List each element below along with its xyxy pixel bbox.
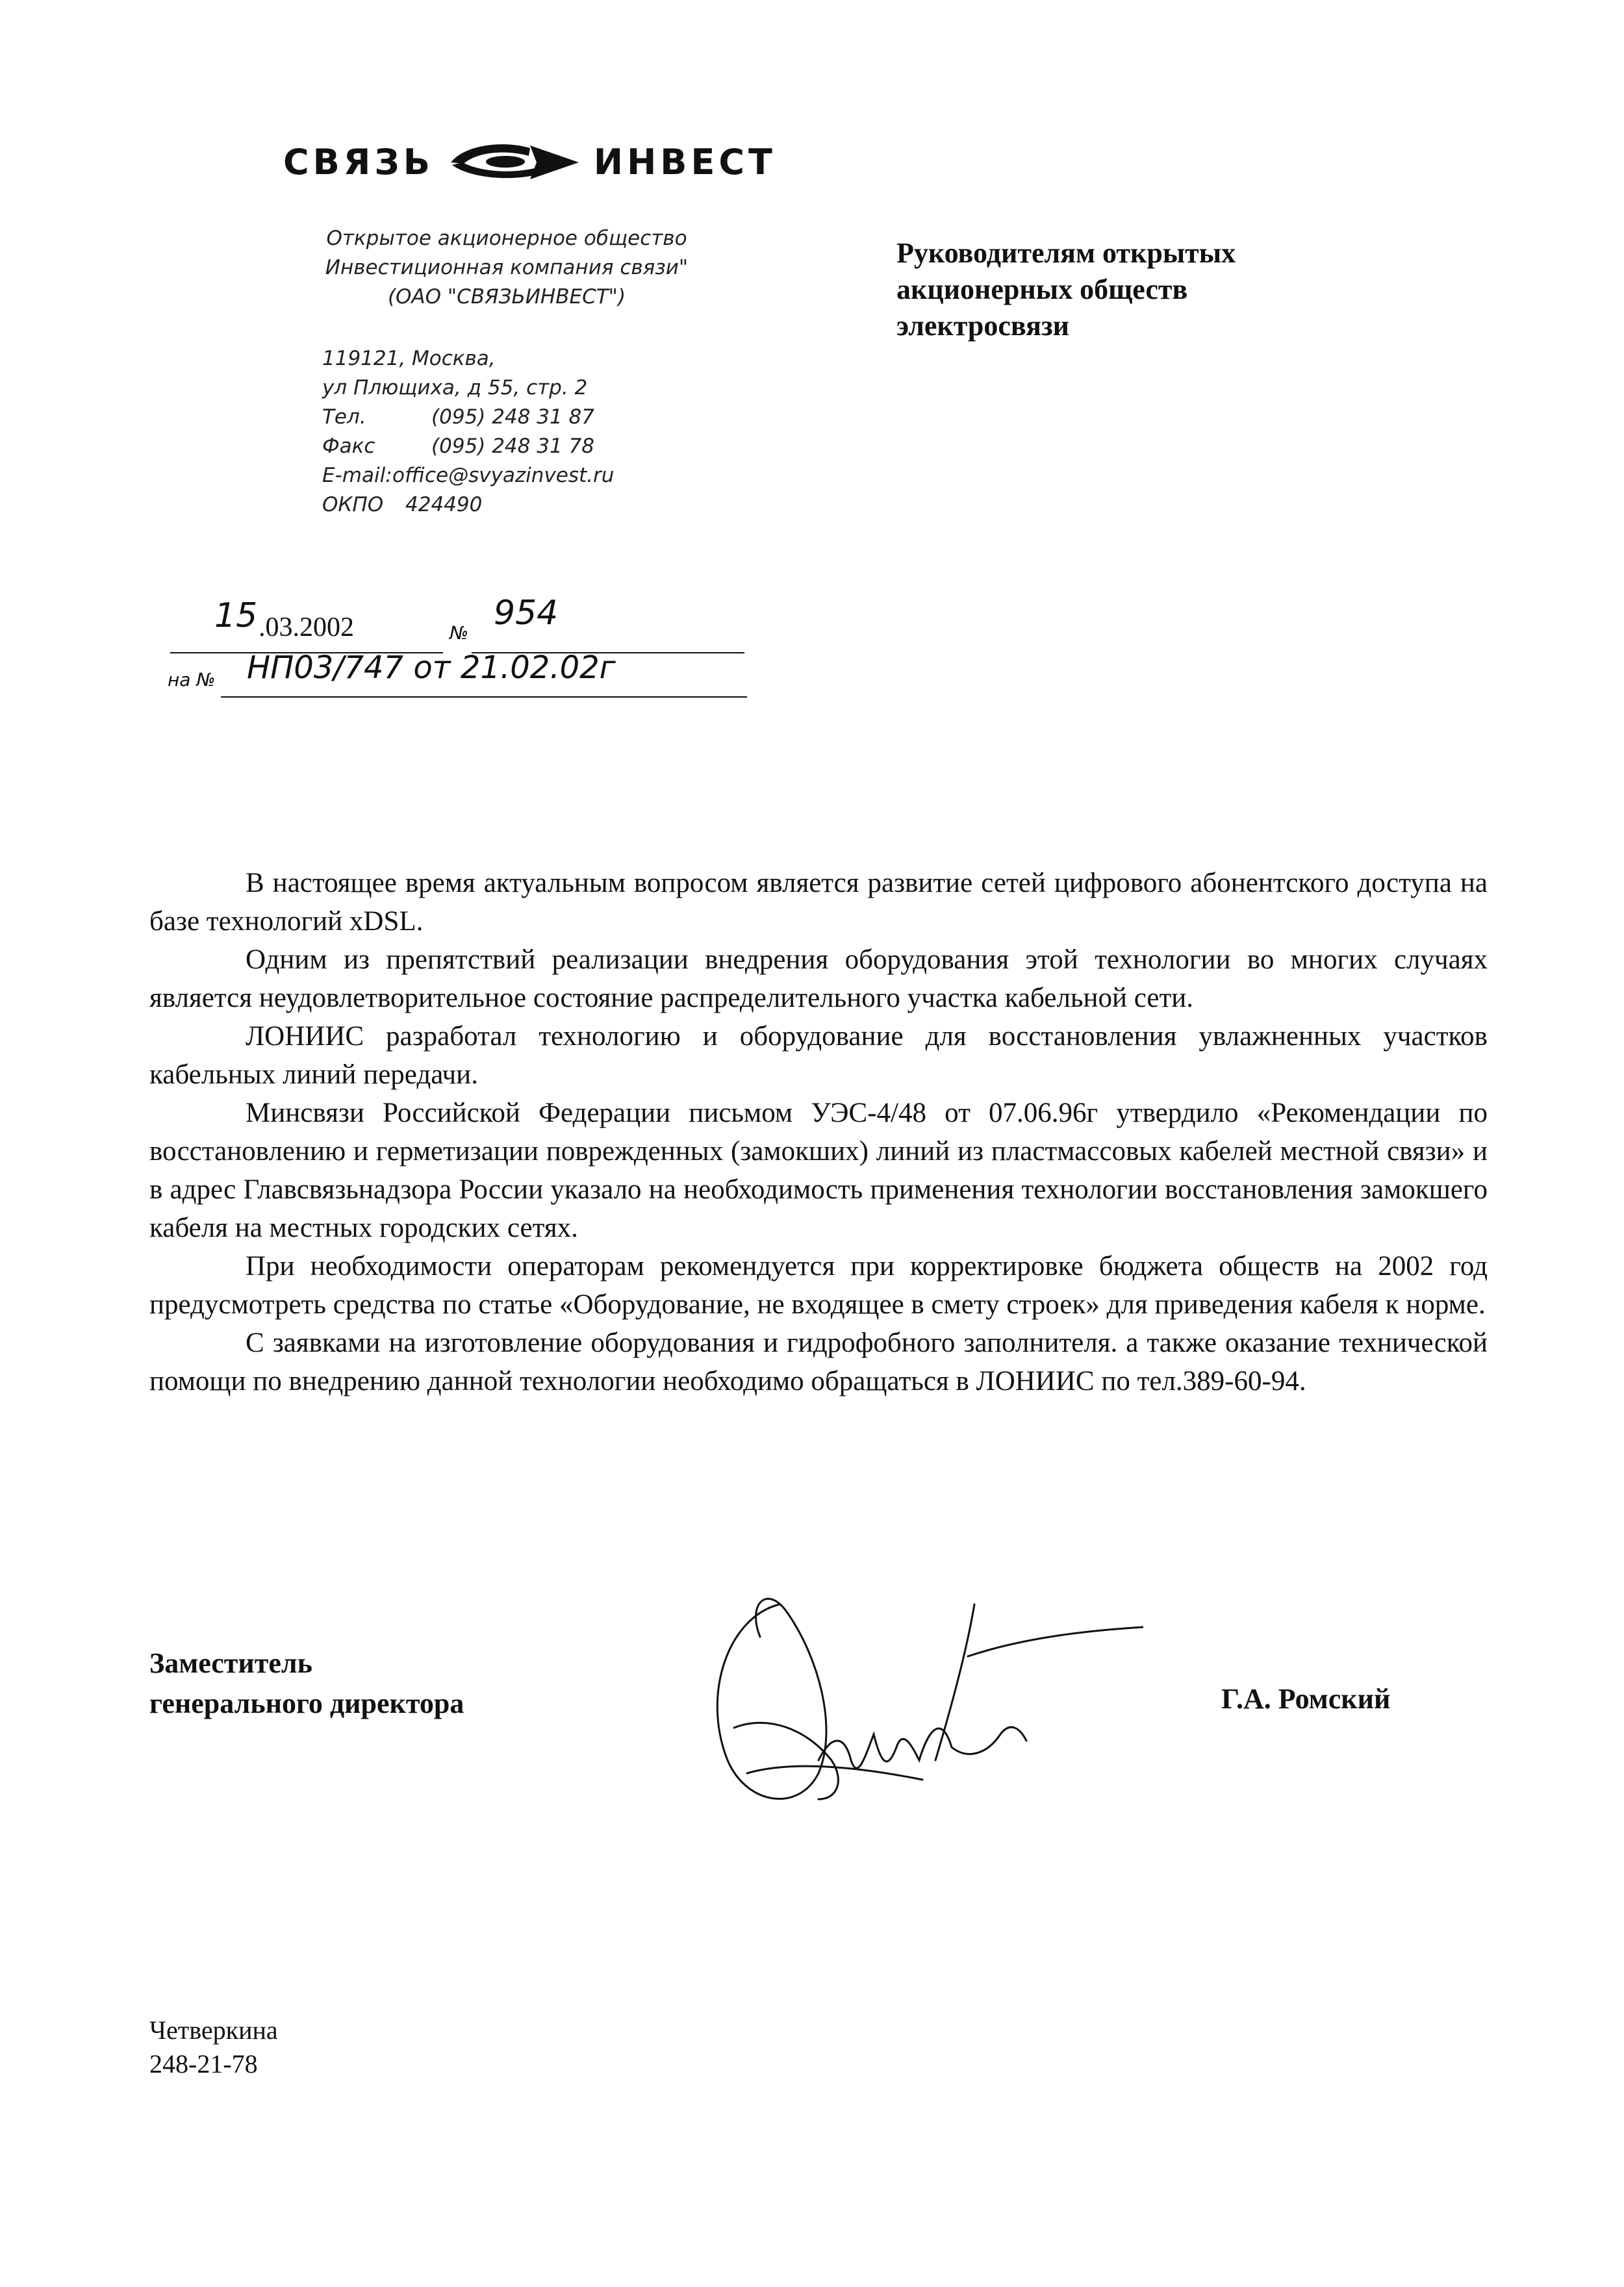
body-paragraph: Одним из препятствий реализации внедрения оборудования этой технологии во многих случаях является неудовлетворительное состояние распределительного участка кабельной сети. bbox=[149, 944, 1488, 1013]
recipient-line-2: акционерных обществ bbox=[896, 273, 1188, 305]
email-label: E-mail: bbox=[322, 464, 392, 487]
phone-row bbox=[322, 403, 614, 432]
fax-row bbox=[322, 432, 614, 461]
recipient-line-3: электросвязи bbox=[896, 310, 1069, 342]
reply-reference: НП03/747 от 21.02.02г bbox=[247, 650, 616, 686]
email-row bbox=[322, 461, 614, 490]
logo-emblem-icon bbox=[446, 139, 582, 184]
handwritten-signature bbox=[689, 1565, 1143, 1845]
number-label: № bbox=[450, 622, 469, 644]
recipient-line-1: Руководителям открытых bbox=[896, 237, 1236, 269]
org-line-1: Открытое акционерное общество bbox=[326, 227, 687, 250]
org-line-2: Инвестиционная компания связи" bbox=[325, 256, 689, 279]
reply-label: на № bbox=[168, 669, 216, 690]
outgoing-number: 954 bbox=[494, 594, 559, 633]
company-logo bbox=[283, 139, 776, 184]
executor-contact bbox=[149, 2014, 278, 2081]
signatory-title bbox=[149, 1643, 464, 1724]
email-value: office@svyazinvest.ru bbox=[392, 464, 615, 487]
date-typed: .03.2002 bbox=[259, 613, 354, 642]
sender-contacts bbox=[322, 344, 614, 520]
address-line-2: ул Плющиха, д 55, стр. 2 bbox=[322, 376, 588, 399]
okpo-value: 424490 bbox=[405, 493, 483, 516]
sender-organization bbox=[325, 224, 689, 312]
logo-word-right: ИНВЕСТ bbox=[593, 141, 776, 183]
okpo-row bbox=[322, 490, 614, 520]
okpo-label: ОКПО bbox=[322, 493, 384, 516]
phone-label: Тел. bbox=[322, 405, 366, 429]
recipient-block bbox=[896, 235, 1236, 344]
fax-value: (095) 248 31 78 bbox=[431, 435, 594, 458]
body-paragraph: С заявками на изготовление оборудования и гидрофобного заполнителя. а также оказание технической помощи по внедрению данной технологии необходимо обращаться в ЛОНИИС по тел.389-60-94. bbox=[149, 1328, 1488, 1396]
signatory-title-line-2: генерального директора bbox=[149, 1687, 464, 1719]
body-paragraph: В настоящее время актуальным вопросом является развитие сетей цифрового абонентского доступа на базе технологий xDSL. bbox=[149, 868, 1488, 937]
fax-label: Факс bbox=[322, 435, 375, 458]
executor-phone: 248-21-78 bbox=[149, 2049, 258, 2079]
address-line-1: 119121, Москва, bbox=[322, 347, 496, 370]
date-handwritten: 15 bbox=[214, 596, 258, 635]
signatory-title-line-1: Заместитель bbox=[149, 1647, 312, 1679]
body-paragraph: Минсвязи Российской Федерации письмом УЭС-4/48 от 07.06.96г утвердило «Рекомендации по восстановлению и герметизации поврежденных (замокших) линий из пластмассовых кабелей местной связи» и в адрес Главсвязьнадзора России указало на необходимость применения технологии восстановления замокшего кабеля на местных городских сетях. bbox=[149, 1098, 1488, 1243]
letter-body bbox=[149, 864, 1488, 1400]
body-paragraph: ЛОНИИС разработал технологию и оборудование для восстановления увлажненных участков кабельных линий передачи. bbox=[149, 1021, 1488, 1090]
signatory-name: Г.А. Ромский bbox=[1221, 1683, 1391, 1715]
logo-word-left: СВЯЗЬ bbox=[283, 141, 434, 183]
body-paragraph: При необходимости операторам рекомендуется при корректировке бюджета обществ на 2002 год предусмотреть средства по статье «Оборудование, не входящее в смету строек» для приведения кабеля к норме. bbox=[149, 1251, 1488, 1320]
org-line-3: (ОАО "СВЯЗЬИНВЕСТ") bbox=[387, 285, 626, 309]
executor-name: Четверкина bbox=[149, 2015, 278, 2045]
phone-value: (095) 248 31 87 bbox=[431, 405, 594, 429]
